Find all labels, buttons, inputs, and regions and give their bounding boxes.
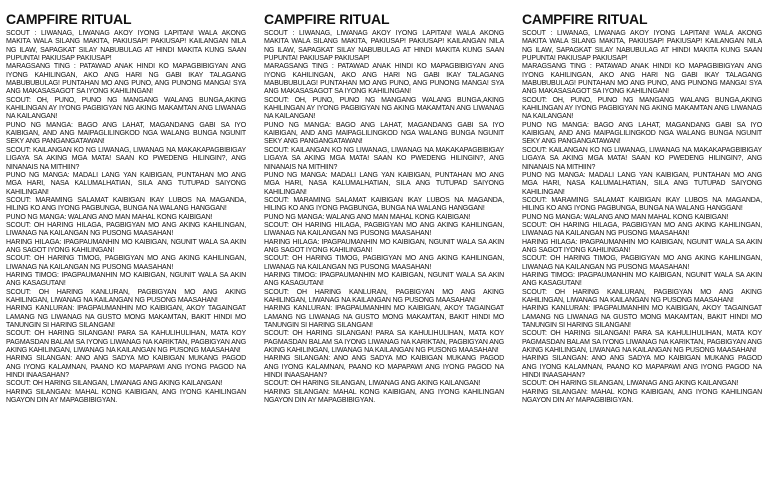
- script-line: SCOUT : LIWANAG, LIWANAG AKOY IYONG LAPITAN! WALA AKONG MAKITA WALA SILANG MAKITA, PAKIUSAP! PAKIUSAP! KAILANGAN NILA NG ILAW, SAPAGKAT SILAY NABUBULAG AT HINDI MAKITA KUNG SAAN PUPUNTA! PAKIUSAP PAKIUSAP!: [264, 30, 504, 63]
- script-line: SCOUT: OH HARING HILAGA, PAGBIGYAN MO ANG AKING KAHILINGAN, LIWANAG NA KAILANGAN NG PUSONG MAASAHAN!: [264, 221, 504, 238]
- column-title: CAMPFIRE RITUAL: [522, 11, 648, 27]
- script-line: HARING SILANGAN: ANO ANG SADYA MO KAIBIGAN MUKANG PAGOD ANG IYONG KALAMNAN, PAANO KO MAPAPAWI ANG IYONG PAGOD NA HINDI INAASAHAN?: [264, 355, 504, 380]
- script-line: PUNO NG MANGA: MADALI LANG YAN KAIBIGAN, PUNTAHAN MO ANG MGA HARI, NASA KALUMALHATIAN, SILA ANG TUTUPAD SAIYONG KAHILINGAN!: [264, 171, 504, 196]
- script-line: MARAGSANG TING : PATAWAD ANAK HINDI KO MAPAGBIBIGYAN ANG IYONG KAHILINGAN, AKO ANG HARI NG GABI IKAY TALAGANG MABUBUBULAG! PUNTAHAN MO ANG PUNO, ANG PUNONG MANGA! SYA ANG MAKASASAGOT SA IYONG KAHILINGAN!: [522, 63, 762, 96]
- script-line: HARING KANLURAN: IPAGPAUMANHIN MO KAIBIGAN, AKOY TAGAINGAT LAMANG NG LIWANAG NA GUSTO MONG MAKAMTAN, BAKIT HINDI MO TANUNGIN SI HARING SILANGAN!: [6, 305, 246, 330]
- script-line: HARING TIMOG: IPAGPAUMANHIN MO KAIBIGAN, NGUNIT WALA SA AKIN ANG KASAGUTAN!: [522, 271, 762, 288]
- script-line: HARING TIMOG: IPAGPAUMANHIN MO KAIBIGAN, NGUNIT WALA SA AKIN ANG KASAGUTAN!: [264, 271, 504, 288]
- script-line: SCOUT: KAILANGAN KO NG LIWANAG, LIWANAG NA MAKAKAPAGBIBIGAY LIGAYA SA AKING MGA MATA! SAAN KO PWEDENG HILINGIN?, ANG NINANAIS NA MITHIIN?: [522, 146, 762, 171]
- script-line: PUNO NG MANGA: MADALI LANG YAN KAIBIGAN, PUNTAHAN MO ANG MGA HARI, NASA KALUMALHATIAN, SILA ANG TUTUPAD SAIYONG KAHILINGAN!: [6, 171, 246, 196]
- script-line: SCOUT: OH HARING HILAGA, PAGBIGYAN MO ANG AKING KAHILINGAN, LIWANAG NA KAILANGAN NG PUSONG MAASAHAN!: [6, 221, 246, 238]
- script-line: SCOUT: OH HARING HILAGA, PAGBIGYAN MO ANG AKING KAHILINGAN, LIWANAG NA KAILANGAN NG PUSONG MAASAHAN!: [522, 221, 762, 238]
- script-line: SCOUT: OH HARING KANLURAN, PAGBIGYAN MO ANG AKING KAHILINGAN, LIWANAG NA KAILANGAN NG PUSONG MAASAHAN!: [6, 288, 246, 304]
- column-title: CAMPFIRE RITUAL: [264, 11, 390, 27]
- script-line: HARING SILANGAN: ANO ANG SADYA MO KAIBIGAN MUKANG PAGOD ANG IYONG KALAMNAN, PAANO KO MAPAPAWI ANG IYONG PAGOD NA HINDI INAASAHAN?: [522, 355, 762, 380]
- script-line: SCOUT: KAILANGAN KO NG LIWANAG, LIWANAG NA MAKAKAPAGBIBIGAY LIGAYA SA AKING MGA MATA! SAAN KO PWEDENG HILINGIN?, ANG NINANAIS NA MITHIIN?: [264, 146, 504, 171]
- script-line: SCOUT: OH HARING SILANGAN! PARA SA KAHULIHULIHAN, MATA KOY PAGMASDAN BALAM SA IYONG LIWANAG NA KARIKTAN, PAGBIGYAN ANG AKING KAHILINGAN, LIWANAG NA KAILANGAN NG PUSONG MAASAHAN!: [522, 330, 762, 355]
- script-line: PUNO NG MANGA: WALANG ANO MAN MAHAL KONG KAIBIGAN!: [264, 213, 471, 221]
- script-line: SCOUT: MARAMING SALAMAT KAIBIGAN IKAY LUBOS NA MAGANDA, HILING KO ANG IYONG PAGBUNGA, BUNGA NA WALANG HANGGAN!: [264, 196, 504, 213]
- script-line: HARING SILANGAN: MAHAL KONG KAIBIGAN, ANG IYONG KAHILINGAN NGAYON DIN AY MAPAGBIBIGYAN.: [6, 388, 246, 405]
- script-line: HARING SILANGAN: MAHAL KONG KAIBIGAN, ANG IYONG KAHILINGAN NGAYON DIN AY MAPAGBIBIGYAN.: [264, 388, 504, 405]
- script-column-3: [522, 12, 762, 503]
- script-line: HARING SILANGAN: ANO ANG SADYA MO KAIBIGAN MUKANG PAGOD ANG IYONG KALAMNAN, PAANO KO MAPAPAWI ANG IYONG PAGOD NA HINDI INAASAHAN?: [6, 355, 246, 380]
- script-line: SCOUT: MARAMING SALAMAT KAIBIGAN IKAY LUBOS NA MAGANDA, HILING KO ANG IYONG PAGBUNGA, BUNGA NA WALANG HANGGAN!: [522, 196, 762, 213]
- script-line: SCOUT: OH HARING SILANGAN, LIWANAG ANG AKING KAILANGAN!: [264, 380, 481, 388]
- script-line: SCOUT: KAILANGAN KO NG LIWANAG, LIWANAG NA MAKAKAPAGBIBIGAY LIGAYA SA AKING MGA MATA! SAAN KO PWEDENG HILINGIN?, ANG NINANAIS NA MITHIIN?: [6, 146, 246, 171]
- script-line: SCOUT: OH HARING TIMOG, PAGBIGYAN MO ANG AKING KAHILINGAN, LIWANAG NA KAILANGAN NG PUSONG MAASAHAN!: [522, 255, 762, 271]
- script-line: SCOUT: OH HARING SILANGAN! PARA SA KAHULIHULIHAN, MATA KOY PAGMASDAN BALAM SA IYONG LIWANAG NA KARIKTAN, PAGBIGYAN ANG AKING KAHILINGAN, LIWANAG NA KAILANGAN NG PUSONG MAASAHAN!: [264, 330, 504, 355]
- script-line: MARAGSANG TING : PATAWAD ANAK HINDI KO MAPAGBIBIGYAN ANG IYONG KAHILINGAN, AKO ANG HARI NG GABI IKAY TALAGANG MABUBUBULAG! PUNTAHAN MO ANG PUNO, ANG PUNONG MANGA! SYA ANG MAKASASAGOT SA IYONG KAHILINGAN!: [6, 63, 246, 96]
- script-line: HARING SILANGAN: MAHAL KONG KAIBIGAN, ANG IYONG KAHILINGAN NGAYON DIN AY MAPAGBIBIGYAN.: [522, 388, 762, 405]
- script-line: MARAGSANG TING : PATAWAD ANAK HINDI KO MAPAGBIBIGYAN ANG IYONG KAHILINGAN, AKO ANG HARI NG GABI IKAY TALAGANG MABUBUBULAG! PUNTAHAN MO ANG PUNO, ANG PUNONG MANGA! SYA ANG MAKASASAGOT SA IYONG KAHILINGAN!: [264, 63, 504, 96]
- script-line: SCOUT: OH, PUNO, PUNO NG MANGANG WALANG BUNGA,AKING KAHILINGAN AY IYONG PAGBIGYAN NG AKING MAKAMTAN ANG LIWANAG NA KAILANGAN!: [264, 96, 504, 121]
- script-line: HARING HILAGA: IPAGPAUMANHIN MO KAIBIGAN, NGUNIT WALA SA AKIN ANG SAGOT IYONG KAHILINGAN!: [264, 238, 504, 254]
- script-line: SCOUT: OH HARING KANLURAN, PAGBIGYAN MO ANG AKING KAHILINGAN, LIWANAG NA KAILANGAN NG PUSONG MAASAHAN!: [264, 288, 504, 304]
- script-line: PUNO NG MANGA: MADALI LANG YAN KAIBIGAN, PUNTAHAN MO ANG MGA HARI, NASA KALUMALHATIAN, SILA ANG TUTUPAD SAIYONG KAHILINGAN!: [522, 171, 762, 196]
- script-line: SCOUT: OH HARING KANLURAN, PAGBIGYAN MO ANG AKING KAHILINGAN, LIWANAG NA KAILANGAN NG PUSONG MAASAHAN!: [522, 288, 762, 304]
- script-column-1: [6, 12, 246, 503]
- script-line: PUNO NG MANGA: BAGO ANG LAHAT, MAGANDANG GABI SA IYO KAIBIGAN, AND ANG MAIPAGLILINGKOD NGA WALANG BUNGA NGUNIT SEKY ANG PANGANGATAWAN!: [264, 121, 504, 146]
- script-line: PUNO NG MANGA: WALANG ANO MAN MAHAL KONG KAIBIGAN!: [6, 213, 213, 221]
- script-line: SCOUT: OH, PUNO, PUNO NG MANGANG WALANG BUNGA,AKING KAHILINGAN AY IYONG PAGBIGYAN NG AKING MAKAMTAN ANG LIWANAG NA KAILANGAN!: [6, 96, 246, 121]
- script-line: SCOUT: MARAMING SALAMAT KAIBIGAN IKAY LUBOS NA MAGANDA, HILING KO ANG IYONG PAGBUNGA, BUNGA NA WALANG HANGGAN!: [6, 196, 246, 213]
- script-line: SCOUT : LIWANAG, LIWANAG AKOY IYONG LAPITAN! WALA AKONG MAKITA WALA SILANG MAKITA, PAKIUSAP! PAKIUSAP! KAILANGAN NILA NG ILAW, SAPAGKAT SILAY NABUBULAG AT HINDI MAKITA KUNG SAAN PUPUNTA! PAKIUSAP PAKIUSAP!: [522, 30, 762, 63]
- script-line: SCOUT: OH HARING SILANGAN, LIWANAG ANG AKING KAILANGAN!: [522, 380, 739, 388]
- script-line: SCOUT : LIWANAG, LIWANAG AKOY IYONG LAPITAN! WALA AKONG MAKITA WALA SILANG MAKITA, PAKIUSAP! PAKIUSAP! KAILANGAN NILA NG ILAW, SAPAGKAT SILAY NABUBULAG AT HINDI MAKITA KUNG SAAN PUPUNTA! PAKIUSAP PAKIUSAP!: [6, 30, 246, 63]
- script-line: HARING KANLURAN: IPAGPAUMANHIN MO KAIBIGAN, AKOY TAGAINGAT LAMANG NG LIWANAG NA GUSTO MONG MAKAMTAN, BAKIT HINDI MO TANUNGIN SI HARING SILANGAN!: [522, 305, 762, 330]
- column-title: CAMPFIRE RITUAL: [6, 11, 132, 27]
- script-column-2: [264, 12, 504, 503]
- script-line: PUNO NG MANGA: BAGO ANG LAHAT, MAGANDANG GABI SA IYO KAIBIGAN, AND ANG MAIPAGLILINGKOD NGA WALANG BUNGA NGUNIT SEKY ANG PANGANGATAWAN!: [522, 121, 762, 146]
- script-line: SCOUT: OH HARING SILANGAN, LIWANAG ANG AKING KAILANGAN!: [6, 380, 223, 388]
- script-line: HARING HILAGA: IPAGPAUMANHIN MO KAIBIGAN, NGUNIT WALA SA AKIN ANG SAGOT IYONG KAHILINGAN!: [522, 238, 762, 254]
- script-line: SCOUT: OH HARING TIMOG, PAGBIGYAN MO ANG AKING KAHILINGAN, LIWANAG NA KAILANGAN NG PUSONG MAASAHAN!: [264, 255, 504, 271]
- script-line: HARING KANLURAN: IPAGPAUMANHIN MO KAIBIGAN, AKOY TAGAINGAT LAMANG NG LIWANAG NA GUSTO MONG MAKAMTAN, BAKIT HINDI MO TANUNGIN SI HARING SILANGAN!: [264, 305, 504, 330]
- script-line: HARING TIMOG: IPAGPAUMANHIN MO KAIBIGAN, NGUNIT WALA SA AKIN ANG KASAGUTAN!: [6, 271, 246, 288]
- script-line: HARING HILAGA: IPAGPAUMANHIN MO KAIBIGAN, NGUNIT WALA SA AKIN ANG SAGOT IYONG KAHILINGAN!: [6, 238, 246, 254]
- script-line: SCOUT: OH HARING TIMOG, PAGBIGYAN MO ANG AKING KAHILINGAN, LIWANAG NA KAILANGAN NG PUSONG MAASAHAN!: [6, 255, 246, 271]
- script-line: SCOUT: OH HARING SILANGAN! PARA SA KAHULIHULIHAN, MATA KOY PAGMASDAN BALAM SA IYONG LIWANAG NA KARIKTAN, PAGBIGYAN ANG AKING KAHILINGAN, LIWANAG NA KAILANGAN NG PUSONG MAASAHAN!: [6, 330, 246, 355]
- script-line: SCOUT: OH, PUNO, PUNO NG MANGANG WALANG BUNGA,AKING KAHILINGAN AY IYONG PAGBIGYAN NG AKING MAKAMTAN ANG LIWANAG NA KAILANGAN!: [522, 96, 762, 121]
- script-line: PUNO NG MANGA: BAGO ANG LAHAT, MAGANDANG GABI SA IYO KAIBIGAN, AND ANG MAIPAGLILINGKOD NGA WALANG BUNGA NGUNIT SEKY ANG PANGANGATAWAN!: [6, 121, 246, 146]
- script-line: PUNO NG MANGA: WALANG ANO MAN MAHAL KONG KAIBIGAN!: [522, 213, 729, 221]
